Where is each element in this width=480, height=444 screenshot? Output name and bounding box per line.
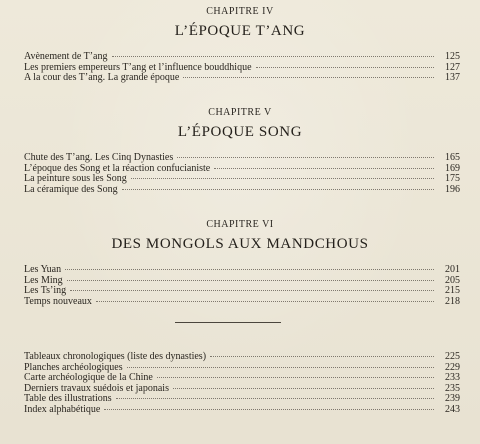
toc-entry-page: 233 bbox=[445, 372, 460, 384]
toc-entry-page: 243 bbox=[445, 403, 460, 415]
toc-entry-page: 201 bbox=[445, 264, 460, 275]
toc-entry bbox=[24, 265, 460, 276]
toc-entry bbox=[24, 276, 460, 287]
toc-entry-title: Temps nouveaux bbox=[24, 295, 92, 307]
toc-entry-page: 215 bbox=[445, 285, 460, 297]
toc-entry-page: 196 bbox=[445, 183, 460, 195]
toc-leader bbox=[183, 77, 434, 78]
toc-leader bbox=[210, 356, 434, 357]
toc-entry bbox=[24, 405, 460, 416]
chapter-4-toc bbox=[24, 52, 460, 84]
chapter-6-title: DES MONGOLS AUX MANDCHOUS bbox=[111, 236, 369, 252]
toc-entry-page: 218 bbox=[445, 295, 460, 307]
toc-leader bbox=[104, 409, 434, 410]
chapter-6-toc bbox=[24, 265, 460, 307]
toc-entry bbox=[24, 297, 460, 308]
toc-entry-title: Les Yuan bbox=[24, 264, 62, 275]
toc-entry-title: Avènement de T’ang bbox=[24, 51, 108, 62]
toc-leader bbox=[122, 189, 434, 190]
toc-entry-title: Planches archéologiques bbox=[24, 361, 123, 373]
toc-leader bbox=[65, 269, 434, 270]
toc-leader bbox=[96, 301, 434, 302]
toc-leader bbox=[131, 178, 434, 179]
appendix-toc bbox=[24, 352, 460, 416]
toc-entry-title: La peinture sous les Song bbox=[24, 173, 127, 185]
toc-entry-title: Carte archéologique de la Chine bbox=[24, 372, 153, 384]
toc-entry bbox=[24, 153, 460, 164]
toc-entry-title: Les Ming bbox=[24, 274, 63, 286]
toc-entry-title: A la cour des T’ang. La grande époque bbox=[24, 72, 180, 84]
toc-leader bbox=[157, 377, 434, 378]
toc-entry-title: Tableaux chronologiques (liste des dynasties) bbox=[24, 351, 207, 362]
toc-leader bbox=[256, 67, 434, 68]
toc-entry-title: Les Ts’ing bbox=[24, 285, 67, 297]
toc-entry-title: L’époque des Song et la réaction confucianiste bbox=[24, 162, 211, 174]
toc-leader bbox=[70, 290, 434, 291]
toc-entry-page: 205 bbox=[445, 274, 460, 286]
chapter-4-title: L’ÉPOQUE T’ANG bbox=[174, 23, 306, 39]
toc-entry bbox=[24, 73, 460, 84]
toc-leader bbox=[177, 157, 434, 158]
chapter-5-toc bbox=[24, 153, 460, 195]
section-divider bbox=[175, 322, 281, 323]
chapter-4-label: CHAPITRE IV bbox=[206, 6, 274, 17]
toc-entry-page: 229 bbox=[445, 361, 460, 373]
toc-leader bbox=[214, 168, 434, 169]
toc-entry-page: 239 bbox=[445, 393, 460, 405]
toc-entry-title: Chute des T’ang. Les Cinq Dynasties bbox=[24, 152, 174, 163]
toc-leader bbox=[127, 367, 434, 368]
toc-entry bbox=[24, 352, 460, 363]
toc-entry-page: 175 bbox=[445, 173, 460, 185]
toc-entry-title: Les premiers empereurs T’ang et l’influence bouddhique bbox=[24, 61, 252, 73]
toc-entry-title: Derniers travaux suédois et japonais bbox=[24, 382, 169, 394]
toc-leader bbox=[116, 398, 434, 399]
toc-entry-page: 169 bbox=[445, 162, 460, 174]
chapter-5-label: CHAPITRE V bbox=[208, 107, 272, 118]
toc-entry-title: La céramique des Song bbox=[24, 183, 118, 195]
toc-entry-page: 225 bbox=[445, 351, 460, 362]
toc-entry-page: 137 bbox=[445, 72, 460, 84]
toc-leader bbox=[173, 388, 434, 389]
toc-entry-title: Table des illustrations bbox=[24, 393, 112, 405]
chapter-5-title: L’ÉPOQUE SONG bbox=[177, 124, 303, 140]
toc-entry-page: 125 bbox=[445, 51, 460, 62]
toc-entry-page: 127 bbox=[445, 61, 460, 73]
toc-leader bbox=[67, 280, 434, 281]
chapter-6-label: CHAPITRE VI bbox=[206, 219, 274, 230]
toc-entry bbox=[24, 185, 460, 196]
toc-entry bbox=[24, 52, 460, 63]
toc-entry-page: 165 bbox=[445, 152, 460, 163]
toc-entry-title: Index alphabétique bbox=[24, 403, 101, 415]
toc-entry-page: 235 bbox=[445, 382, 460, 394]
toc-leader bbox=[112, 56, 435, 57]
